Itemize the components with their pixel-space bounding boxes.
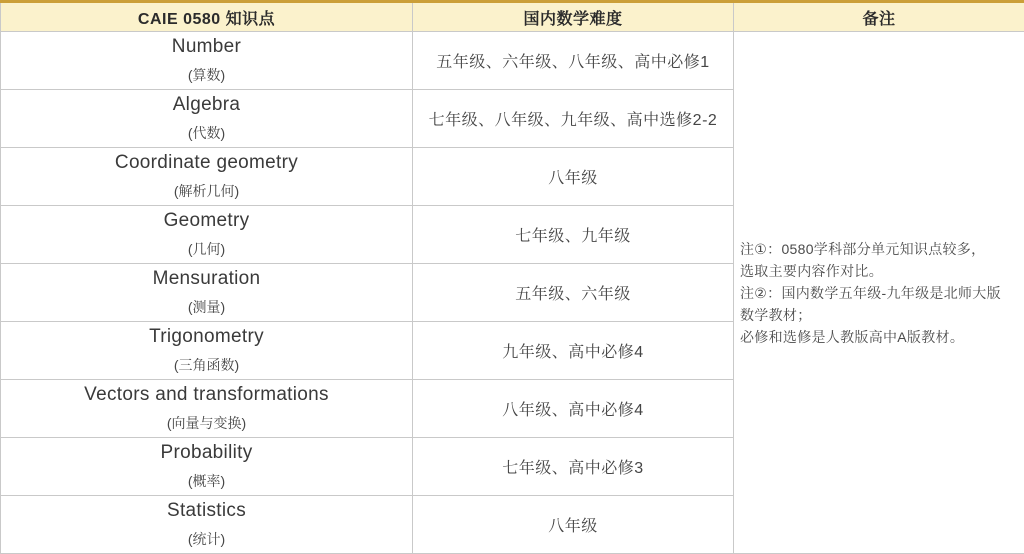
topic-name-en: Geometry	[163, 209, 250, 231]
topic-name-zh: (代数)	[187, 125, 226, 142]
difficulty-geometry: 七年级、九年级	[413, 206, 734, 264]
difficulty-algebra: 七年级、八年级、九年级、高中选修2-2	[413, 90, 734, 148]
topic-name-en: Mensuration	[152, 267, 261, 289]
topic-name-en: Algebra	[172, 93, 241, 115]
topic-name-zh: (几何)	[187, 241, 226, 258]
header-caie-topics: CAIE 0580 知识点	[1, 2, 413, 32]
topic-name-zh: (算数)	[187, 67, 226, 84]
topic-name-en: Vectors and transformations	[84, 383, 329, 405]
topic-probability	[1, 438, 413, 496]
topic-name-en: Trigonometry	[149, 325, 264, 347]
header-row	[1, 2, 1024, 32]
topic-geometry	[1, 206, 413, 264]
topic-name-zh: (向量与变换)	[166, 415, 247, 432]
note-line: 必修和选修是人教版高中A版教材。	[740, 328, 965, 345]
header-domestic-difficulty: 国内数学难度	[413, 2, 734, 32]
topic-name-zh: (测量)	[187, 299, 226, 316]
topic-name-zh: (解析几何)	[173, 183, 240, 200]
note-line: 数学教材；	[740, 306, 812, 323]
difficulty-trigonometry: 九年级、高中必修4	[413, 322, 734, 380]
difficulty-probability: 七年级、高中必修3	[413, 438, 734, 496]
topic-name-zh: (概率)	[187, 473, 226, 490]
note-line: 选取主要内容作对比。	[740, 262, 883, 279]
topic-algebra	[1, 90, 413, 148]
topic-name-zh: (统计)	[187, 531, 226, 548]
topic-name-en: Probability	[160, 441, 253, 463]
note-line: 注①：0580学科部分单元知识点较多，	[740, 240, 986, 257]
topic-coordinate-geometry	[1, 148, 413, 206]
difficulty-coordinate-geometry: 八年级	[413, 148, 734, 206]
notes-merged-cell	[734, 32, 1024, 554]
topic-statistics	[1, 496, 413, 554]
topic-mensuration	[1, 264, 413, 322]
topic-name-en: Statistics	[166, 499, 247, 521]
topic-vectors-transformations	[1, 380, 413, 438]
difficulty-number: 五年级、六年级、八年级、高中必修1	[413, 32, 734, 90]
difficulty-statistics: 八年级	[413, 496, 734, 554]
topic-trigonometry	[1, 322, 413, 380]
topic-name-zh: (三角函数)	[173, 357, 240, 374]
topic-name-en: Coordinate geometry	[114, 151, 299, 173]
note-line: 注②：国内数学五年级-九年级是北师大版	[740, 284, 1001, 301]
table-row	[1, 32, 1024, 90]
topic-name-en: Number	[171, 35, 242, 57]
topic-number	[1, 32, 413, 90]
difficulty-vectors-transformations: 八年级、高中必修4	[413, 380, 734, 438]
difficulty-mensuration: 五年级、六年级	[413, 264, 734, 322]
header-notes: 备注	[734, 2, 1024, 32]
